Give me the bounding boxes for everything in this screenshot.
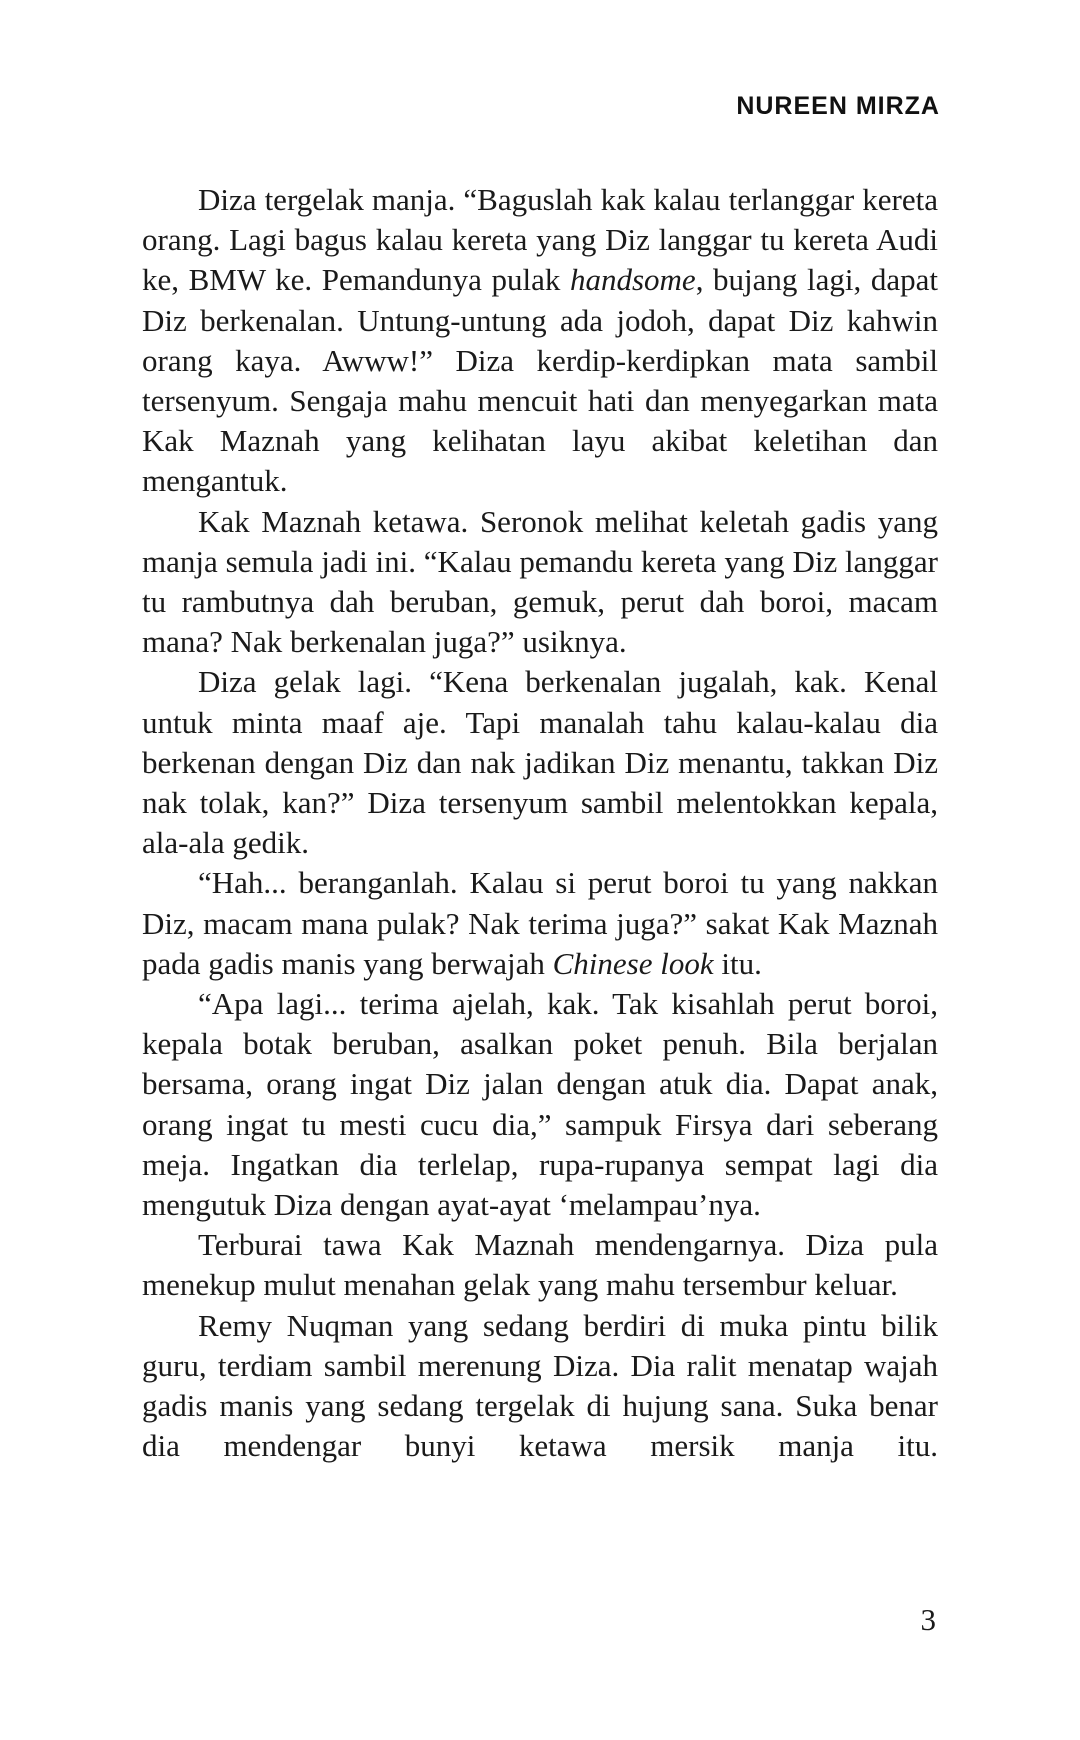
paragraph-3: Diza gelak lagi. “Kena berkenalan jugalah, kak. Kenal untuk minta maaf aje. Tapi manalah tahu kalau-kalau dia berkenan dengan Diz dan nak jadikan Diz menantu, takkan Diz nak tolak, kan?” Diza tersenyum sambil melentokkan kepala, ala-ala gedik. bbox=[142, 664, 938, 861]
running-header-author: NUREEN MIRZA bbox=[736, 92, 940, 120]
paragraph-2: Kak Maznah ketawa. Seronok melihat keletah gadis yang manja semula jadi ini. “Kalau pemandu kereta yang Diz langgar tu rambutnya dah beruban, gemuk, perut dah boroi, macam mana? Nak berkenalan juga?” usiknya. bbox=[142, 503, 938, 660]
paragraph-1: Diza tergelak manja. “Baguslah kak kalau terlanggar kereta orang. Lagi bagus kalau kereta yang Diz langgar tu kereta Audi ke, BMW ke. Pemandunya pulak handsome, bujang lagi, dapat Diz berkenalan. Untung-untung ada jodoh, dapat Diz kahwin orang kaya. Awww!” Diza kerdip-kerdipkan mata sambil tersenyum. Sengaja mahu mencuit hati dan menyegarkan mata Kak Maznah yang kelihatan layu akibat keletihan dan mengantuk. bbox=[142, 182, 938, 499]
emphasis-handsome: handsome bbox=[569, 262, 696, 298]
paragraph-6: Terburai tawa Kak Maznah mendengarnya. Diza pula menekup mulut menahan gelak yang mahu tersembur keluar. bbox=[142, 1227, 938, 1303]
paragraph-4: “Hah... beranganlah. Kalau si perut boroi tu yang nakkan Diz, macam mana pulak? Nak terima juga?” sakat Kak Maznah pada gadis manis yang berwajah Chinese look itu. bbox=[142, 865, 938, 981]
emphasis-chinese-look: Chinese look bbox=[552, 945, 714, 981]
page-number: 3 bbox=[920, 1602, 936, 1637]
paragraph-7: Remy Nuqman yang sedang berdiri di muka pintu bilik guru, terdiam sambil merenung Diza. Dia ralit menatap wajah gadis manis yang sedang tergelak di hujung sana. Suka benar dia mendengar bunyi ketawa mersik manja itu. bbox=[142, 1307, 938, 1464]
paragraph-5: “Apa lagi... terima ajelah, kak. Tak kisahlah perut boroi, kepala botak beruban, asalkan poket penuh. Bila berjalan bersama, orang ingat Diz jalan dengan atuk dia. Dapat anak, orang ingat tu mesti cucu dia,” sampuk Firsya dari seberang meja. Ingatkan dia terlelap, rupa-rupanya sempat lagi dia mengutuk Diza dengan ayat-ayat ‘melampau’nya. bbox=[142, 986, 938, 1223]
page-body bbox=[142, 180, 938, 1467]
